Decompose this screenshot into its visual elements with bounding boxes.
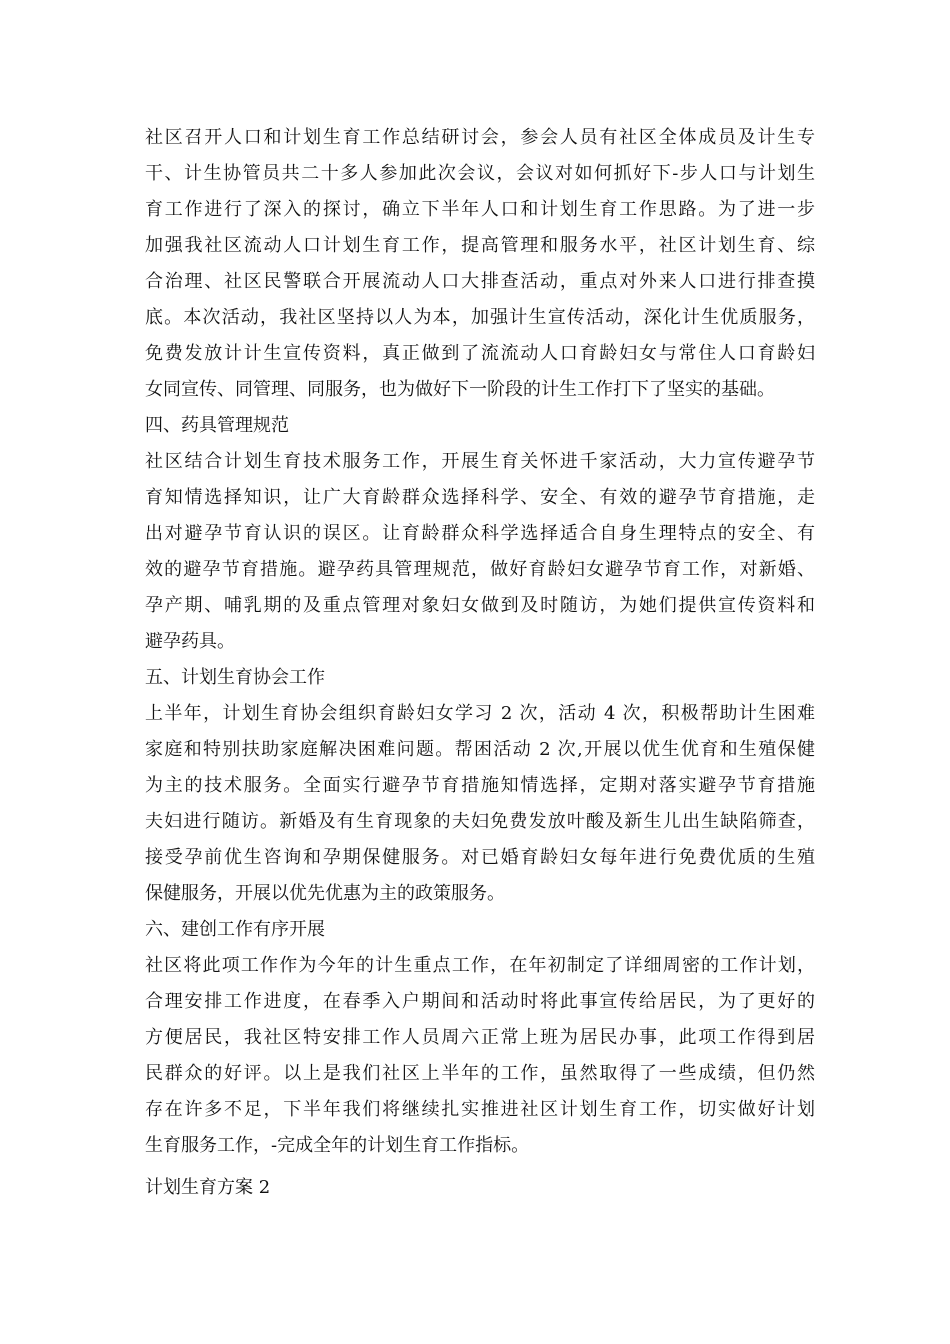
text-line: 合理安排工作进度，在春季入户期间和活动时将此事宣传给居民，为了更好的: [145, 991, 815, 1012]
text-line: 底。本次活动，我社区坚持以人为本，加强计生宣传活动，深化计生优质服务，: [145, 307, 815, 328]
text-line: 免费发放计计生宣传资料，真正做到了流流动人口育龄妇女与常住人口育龄妇: [145, 343, 815, 364]
text-line: 社区结合计划生育技术服务工作，开展生育关怀进千家活动，大力宣传避孕节: [145, 451, 815, 472]
paragraph-contraceptive-management: [145, 444, 815, 660]
text-line: 育工作进行了深入的探讨，确立下半年人口和计划生育工作思路。为了进一步: [145, 199, 815, 220]
paragraph-association-work: [145, 696, 815, 912]
paragraph-summary-meeting: [145, 120, 815, 408]
paragraph-creation-work: [145, 948, 815, 1164]
text-line: 民群众的好评。以上是我们社区上半年的工作，虽然取得了一些成绩，但仍然: [145, 1063, 815, 1084]
text-line: 方便居民，我社区特安排工作人员周六正常上班为居民办事，此项工作得到居: [145, 1027, 815, 1048]
section-heading-creation-work: 六、建创工作有序开展: [145, 919, 325, 940]
text-line: 存在许多不足，下半年我们将继续扎实推进社区计划生育工作，切实做好计划: [145, 1099, 815, 1120]
text-line: 女同宣传、同管理、同服务，也为做好下一阶段的计生工作打下了坚实的基础。: [145, 379, 775, 400]
text-line: 夫妇进行随访。新婚及有生育现象的夫妇免费发放叶酸及新生儿出生缺陷筛查，: [145, 811, 815, 832]
text-line: 避孕药具。: [145, 631, 235, 652]
section-title-plan-2: 计划生育方案 2: [145, 1177, 271, 1198]
text-line: 社区召开人口和计划生育工作总结研讨会，参会人员有社区全体成员及计生专: [145, 127, 815, 148]
text-line: 生育服务工作，-完成全年的计划生育工作指标。: [145, 1135, 530, 1156]
text-line: 合治理、社区民警联合开展流动人口大排查活动，重点对外来人口进行排查摸: [145, 271, 815, 292]
section-heading-contraceptive-management: 四、药具管理规范: [145, 415, 289, 436]
text-line: 保健服务，开展以优先优惠为主的政策服务。: [145, 883, 505, 904]
text-line: 社区将此项工作作为今年的计生重点工作，在年初制定了详细周密的工作计划，: [145, 955, 815, 976]
section-heading-association-work: 五、计划生育协会工作: [145, 667, 325, 688]
text-line: 育知情选择知识，让广大育龄群众选择科学、安全、有效的避孕节育措施，走: [145, 487, 815, 508]
text-line: 孕产期、哺乳期的及重点管理对象妇女做到及时随访，为她们提供宣传资料和: [145, 595, 815, 616]
text-line: 为主的技术服务。全面实行避孕节育措施知情选择，定期对落实避孕节育措施: [145, 775, 815, 796]
document-body: [145, 120, 815, 1206]
text-line: 接受孕前优生咨询和孕期保健服务。对已婚育龄妇女每年进行免费优质的生殖: [145, 847, 815, 868]
text-line: 加强我社区流动人口计划生育工作，提高管理和服务水平，社区计划生育、综: [145, 235, 815, 256]
text-line: 干、计生协管员共二十多人参加此次会议，会议对如何抓好下-步人口与计划生: [145, 163, 815, 184]
text-line: 上半年，计划生育协会组织育龄妇女学习 2 次，活动 4 次，积极帮助计生困难: [145, 703, 815, 724]
text-line: 出对避孕节育认识的误区。让育龄群众科学选择适合自身生理特点的安全、有: [145, 523, 815, 544]
text-line: 效的避孕节育措施。避孕药具管理规范，做好育龄妇女避孕节育工作，对新婚、: [145, 559, 815, 580]
text-line: 家庭和特别扶助家庭解决困难问题。帮困活动 2 次,开展以优生优育和生殖保健: [145, 739, 815, 760]
